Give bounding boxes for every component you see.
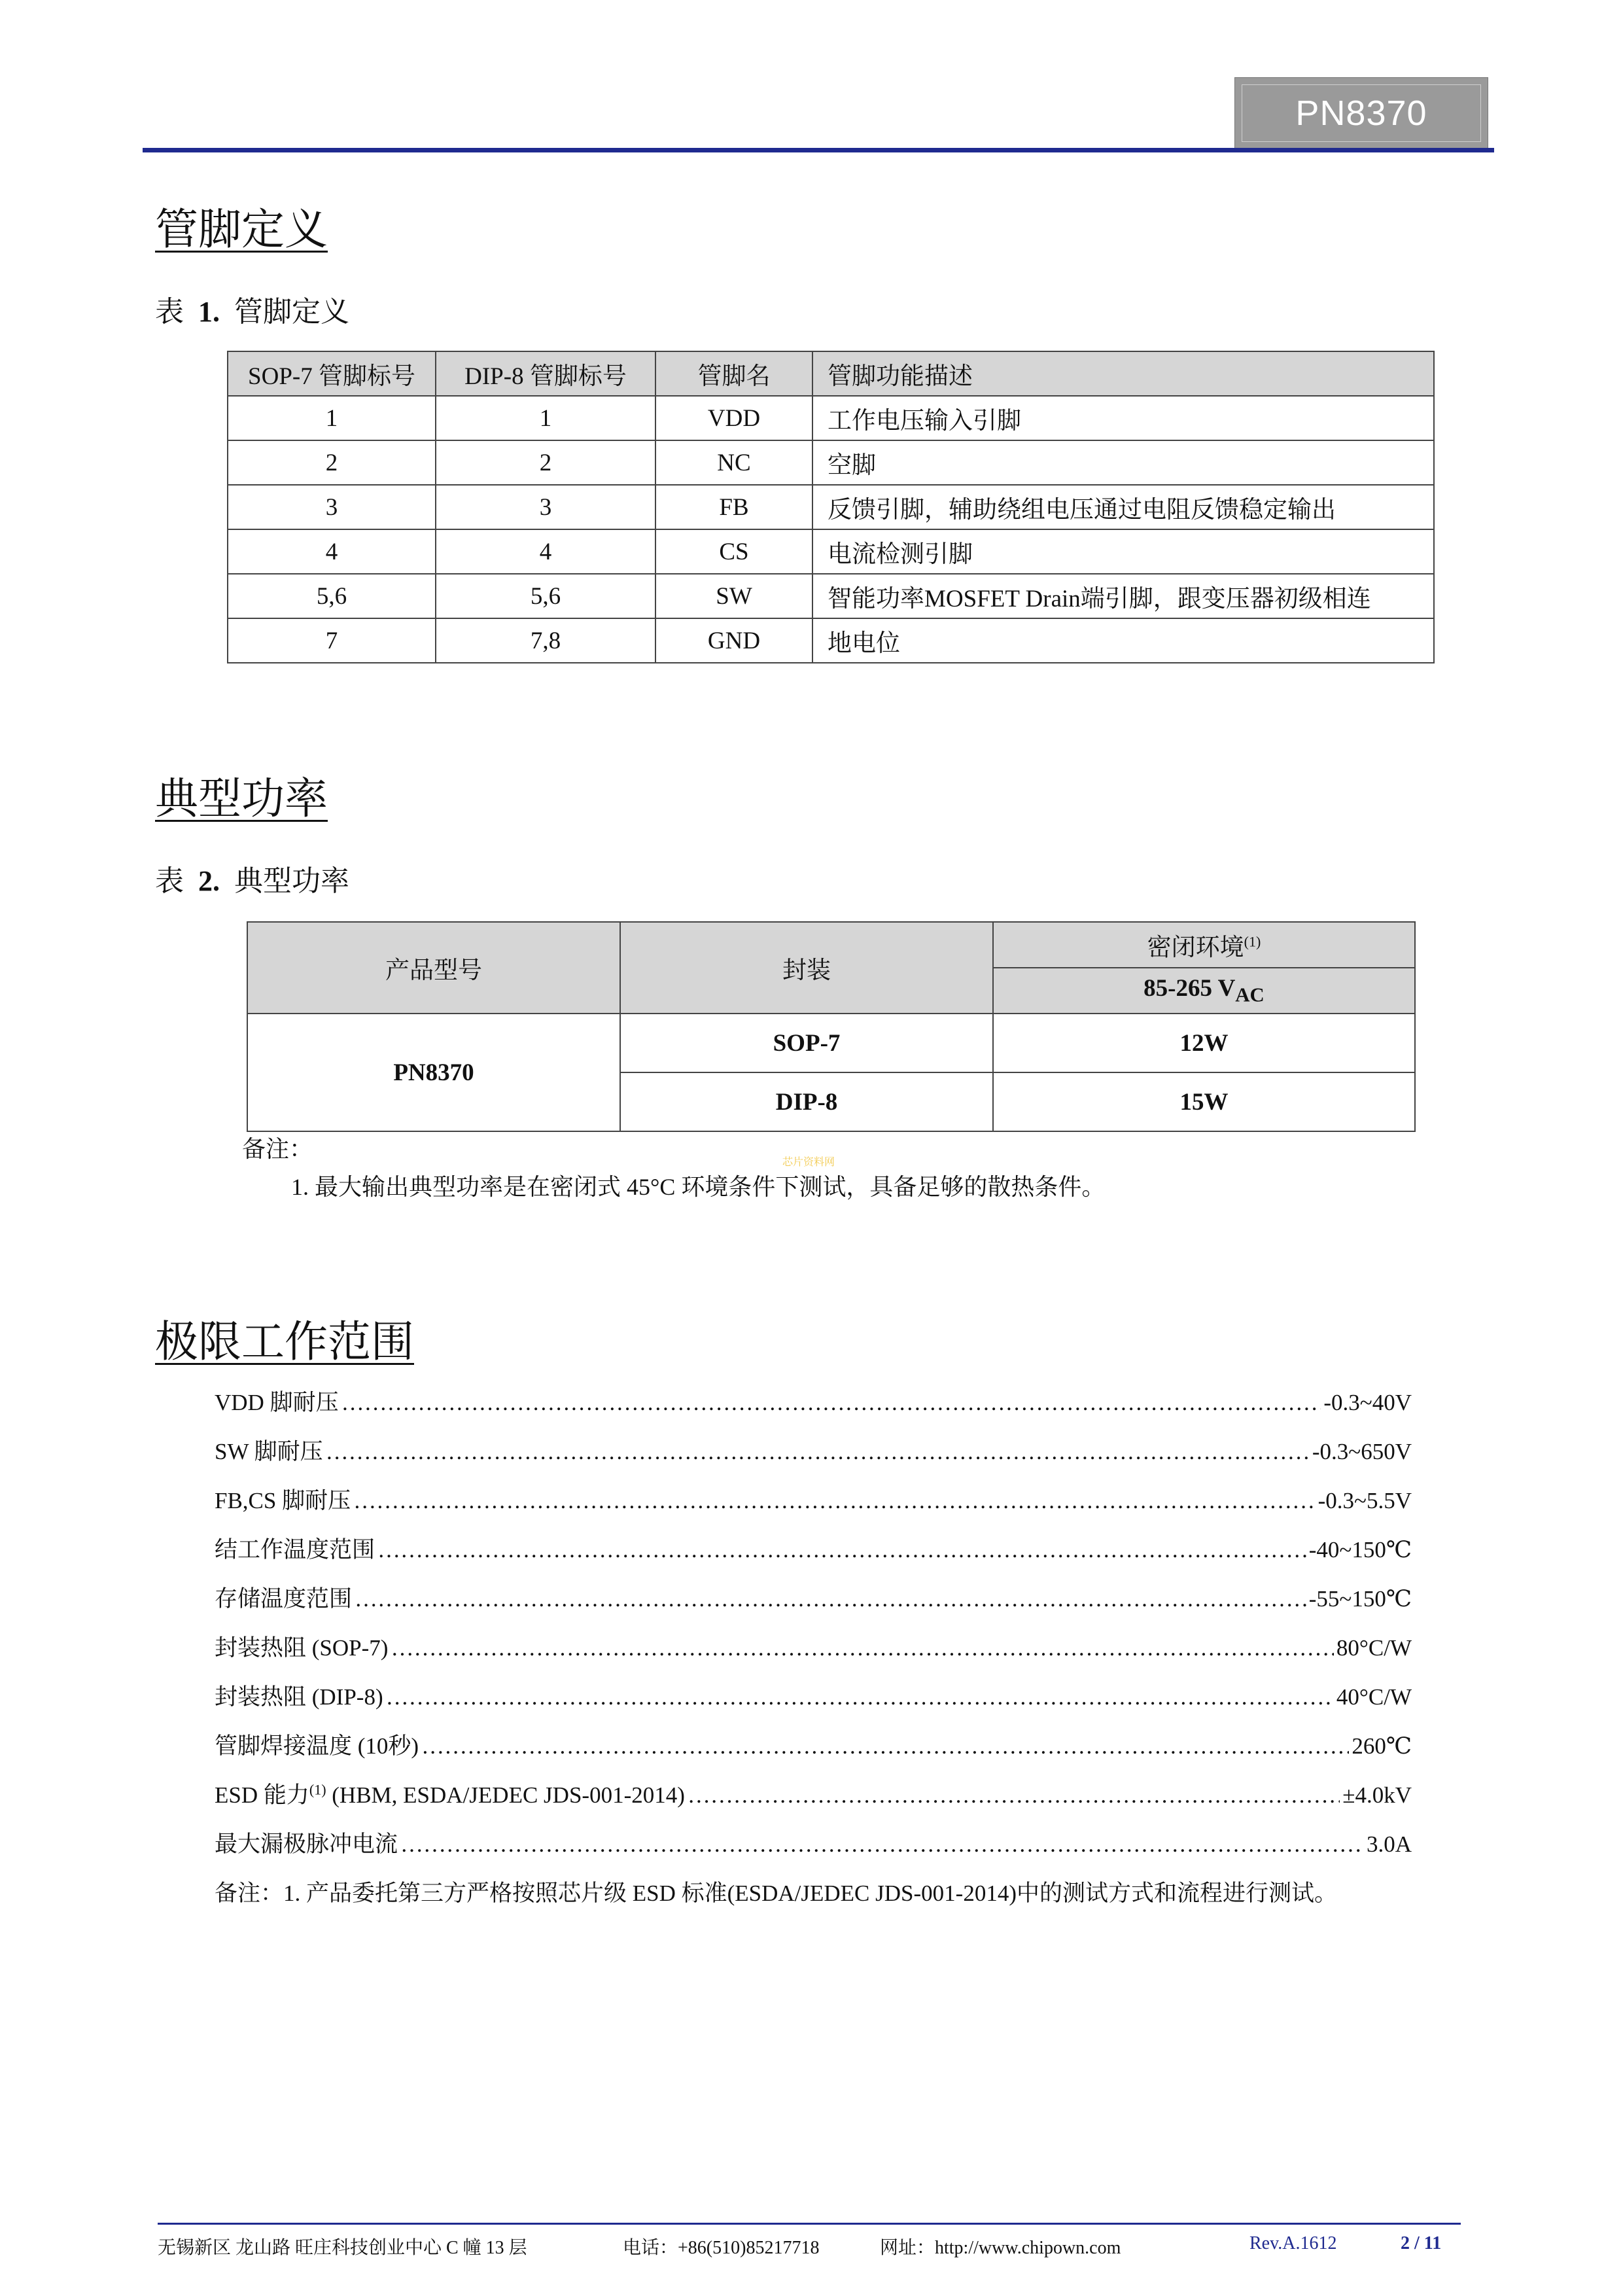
- column-header: 产品型号: [247, 922, 620, 1014]
- column-header: 管脚功能描述: [812, 351, 1434, 396]
- rating-label: FB,CS 脚耐压: [215, 1488, 351, 1513]
- ratings-section-title: 极限工作范围: [155, 1318, 414, 1366]
- table-header-row: [247, 922, 1415, 968]
- table-cell: 2: [228, 440, 436, 485]
- voltage-label: 85-265 V: [1143, 975, 1236, 1002]
- rating-value: -0.3~40V: [1323, 1390, 1412, 1415]
- table-cell: 反馈引脚，辅助绕组电压通过电阻反馈稳定输出: [812, 485, 1434, 529]
- table-cell: 5,6: [228, 574, 436, 618]
- rating-label-suffix: (HBM, ESDA/JEDEC JDS-001-2014): [326, 1782, 685, 1808]
- rating-label-text: ESD 能力: [215, 1782, 309, 1808]
- caption-prefix: 表: [155, 865, 184, 897]
- pin-table-caption: [155, 288, 349, 330]
- table-cell: PN8370: [247, 1014, 620, 1131]
- product-badge: [1234, 77, 1488, 149]
- table-cell: 2: [436, 440, 655, 485]
- table-row: [228, 440, 1434, 485]
- rating-label: 存储温度范围: [215, 1586, 353, 1612]
- rating-row: [215, 1679, 1412, 1712]
- rating-row: [215, 1777, 1412, 1810]
- footer-revision: Rev.A.1612: [1249, 2233, 1337, 2253]
- rating-label: 封装热阻 (DIP-8): [215, 1684, 383, 1710]
- table-cell: 4: [228, 529, 436, 574]
- footer-divider: [158, 2223, 1461, 2225]
- table-row: [228, 618, 1434, 663]
- rating-value: -0.3~650V: [1312, 1439, 1412, 1464]
- rating-value: -40~150℃: [1308, 1537, 1412, 1563]
- rating-value: 3.0A: [1366, 1831, 1412, 1857]
- table-cell: 智能功率MOSFET Drain端引脚，跟变压器初级相连: [812, 574, 1434, 618]
- rating-row: [215, 1826, 1412, 1859]
- table-header-row: [228, 351, 1434, 396]
- table-cell: SOP-7: [620, 1014, 993, 1072]
- table-cell: DIP-8: [620, 1072, 993, 1131]
- power-section-title: 典型功率: [155, 775, 328, 823]
- table-cell: 地电位: [812, 618, 1434, 663]
- rating-value: 260℃: [1352, 1733, 1412, 1759]
- pin-definition-table: [227, 351, 1435, 663]
- rating-label: [215, 1777, 685, 1810]
- column-header: [993, 968, 1415, 1014]
- rating-row: [215, 1483, 1412, 1515]
- product-name: PN8370: [1242, 84, 1481, 142]
- table-cell: 1: [228, 396, 436, 440]
- caption-prefix: 表: [155, 296, 184, 328]
- rating-row: [215, 1434, 1412, 1466]
- footnote-ref: (1): [309, 1781, 326, 1798]
- table-cell: SW: [655, 574, 812, 618]
- table-cell: GND: [655, 618, 812, 663]
- pin-section-title: 管脚定义: [155, 206, 328, 254]
- rating-label: 封装热阻 (SOP-7): [215, 1635, 389, 1661]
- table-row: [228, 396, 1434, 440]
- column-header: 封装: [620, 922, 993, 1014]
- table-cell: 7: [228, 618, 436, 663]
- table-cell: NC: [655, 440, 812, 485]
- table-cell: CS: [655, 529, 812, 574]
- voltage-subscript: AC: [1235, 983, 1265, 1006]
- ratings-note: 备注：1. 产品委托第三方严格按照芯片级 ESD 标准(ESDA/JEDEC JDS-001-2014)中的测试方式和流程进行测试。: [215, 1881, 1337, 1906]
- table-cell: 5,6: [436, 574, 655, 618]
- rating-value: 40°C/W: [1336, 1684, 1412, 1710]
- table-row: [247, 1014, 1415, 1072]
- table-cell: VDD: [655, 396, 812, 440]
- table-cell: 3: [436, 485, 655, 529]
- rating-row: [215, 1581, 1412, 1614]
- rating-label: SW 脚耐压: [215, 1439, 323, 1464]
- table-cell: 1: [436, 396, 655, 440]
- table-row: [228, 574, 1434, 618]
- column-header: [993, 922, 1415, 968]
- caption-number: 1.: [198, 296, 220, 328]
- rating-value: -55~150℃: [1308, 1586, 1412, 1612]
- table-cell: 空脚: [812, 440, 1434, 485]
- footer-phone: 电话：+86(510)85217718: [623, 2238, 820, 2258]
- power-note-1: 1. 最大输出典型功率是在密闭式 45°C 环境条件下测试，具备足够的散热条件。: [291, 1174, 1106, 1200]
- caption-text: 管脚定义: [234, 296, 349, 328]
- table-cell: 4: [436, 529, 655, 574]
- caption-number: 2.: [198, 865, 220, 897]
- rating-row: [215, 1385, 1412, 1417]
- table-cell: 3: [228, 485, 436, 529]
- table-cell: 电流检测引脚: [812, 529, 1434, 574]
- table-row: [228, 529, 1434, 574]
- table-cell: FB: [655, 485, 812, 529]
- rating-value: 80°C/W: [1336, 1635, 1412, 1661]
- table-cell: 工作电压输入引脚: [812, 396, 1434, 440]
- table-cell: 15W: [993, 1072, 1415, 1131]
- column-header: 管脚名: [655, 351, 812, 396]
- header-divider: [143, 148, 1494, 152]
- rating-label: VDD 脚耐压: [215, 1390, 339, 1415]
- rating-label: 管脚焊接温度 (10秒): [215, 1733, 419, 1759]
- watermark-text: 芯片资料网: [782, 1157, 835, 1168]
- footer-address: 无锡新区 龙山路 旺庄科技创业中心 C 幢 13 层: [158, 2238, 527, 2258]
- table-row: [228, 485, 1434, 529]
- caption-text: 典型功率: [234, 865, 349, 897]
- column-header: SOP-7 管脚标号: [228, 351, 436, 396]
- rating-row: [215, 1532, 1412, 1564]
- rating-row: [215, 1728, 1412, 1761]
- rating-value: ±4.0kV: [1342, 1782, 1412, 1808]
- power-note-label: 备注：: [242, 1136, 313, 1162]
- env-label: 密闭环境: [1147, 934, 1244, 961]
- rating-value: -0.3~5.5V: [1318, 1488, 1412, 1513]
- rating-label: 结工作温度范围: [215, 1537, 375, 1563]
- column-header: DIP-8 管脚标号: [436, 351, 655, 396]
- power-table-caption: [155, 857, 349, 899]
- table-cell: 12W: [993, 1014, 1415, 1072]
- rating-label: 最大漏极脉冲电流: [215, 1831, 398, 1857]
- rating-row: [215, 1630, 1412, 1663]
- footer-page-number: 2 / 11: [1401, 2233, 1442, 2253]
- typical-power-table: [247, 921, 1416, 1132]
- footnote-ref: (1): [1244, 933, 1261, 950]
- footer-website: 网址：http://www.chipown.com: [880, 2238, 1121, 2258]
- table-cell: 7,8: [436, 618, 655, 663]
